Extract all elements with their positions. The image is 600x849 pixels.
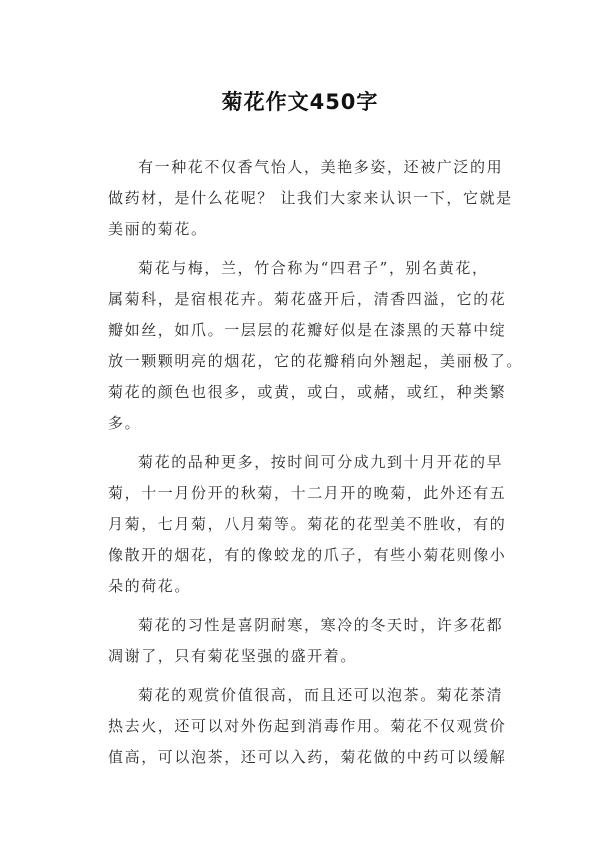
text-line: 热去火，还可以对外伤起到消毒作用。菊花不仅观赏价 xyxy=(108,717,507,735)
text-line: 菊花的颜色也很多，或黄，或白，或赭，或红，种类繁 xyxy=(108,383,507,401)
paragraph-2 xyxy=(108,253,524,439)
text-line: 像散开的烟花，有的像蛟龙的爪子，有些小菊花则像小 xyxy=(108,546,507,564)
text-line: 菊花与梅，兰，竹合称为“四君子”，别名黄花， xyxy=(138,259,489,277)
text-line: 菊花的习性是喜阴耐寒，寒冷的冬天时，许多花都 xyxy=(138,616,504,634)
text-line: 凋谢了，只有菊花坚强的盛开着。 xyxy=(108,647,358,665)
text-line: 菊花的品种更多，按时间可分成九到十月开花的早 xyxy=(138,453,504,471)
text-line: 菊，十一月份开的秋菊，十二月开的晚菊，此外还有五 xyxy=(108,484,507,502)
text-line: 朵的荷花。 xyxy=(108,577,192,595)
text-line: 瓣如丝，如爪。一层层的花瓣好似是在漆黑的天幕中绽 xyxy=(108,321,507,339)
paragraph-3 xyxy=(108,447,507,602)
text-line: 做药材，是什么花呢？ 让我们大家来认识一下，它就是 xyxy=(108,189,513,207)
paragraph-5 xyxy=(108,680,507,773)
document-title: 菊花作文450字 xyxy=(221,90,379,114)
text-line: 有一种花不仅香气怡人，美艳多姿，还被广泛的用 xyxy=(138,158,504,176)
text-line: 菊花的观赏价值很高，而且还可以泡茶。菊花茶清 xyxy=(138,686,504,704)
text-line: 放一颗颗明亮的烟花，它的花瓣稍向外翘起，美丽极了。 xyxy=(108,352,524,370)
text-line: 值高，可以泡茶，还可以入药，菊花做的中药可以缓解 xyxy=(108,748,507,766)
paragraph-1 xyxy=(108,152,513,245)
paragraph-4 xyxy=(108,610,504,672)
document-body xyxy=(108,152,524,781)
text-line: 属菊科，是宿根花卉。菊花盛开后，清香四溢，它的花 xyxy=(108,290,507,308)
text-line: 美丽的菊花。 xyxy=(108,220,208,238)
text-line: 多。 xyxy=(108,414,142,432)
text-line: 月菊，七月菊，八月菊等。菊花的花型美不胜收，有的 xyxy=(108,515,507,533)
